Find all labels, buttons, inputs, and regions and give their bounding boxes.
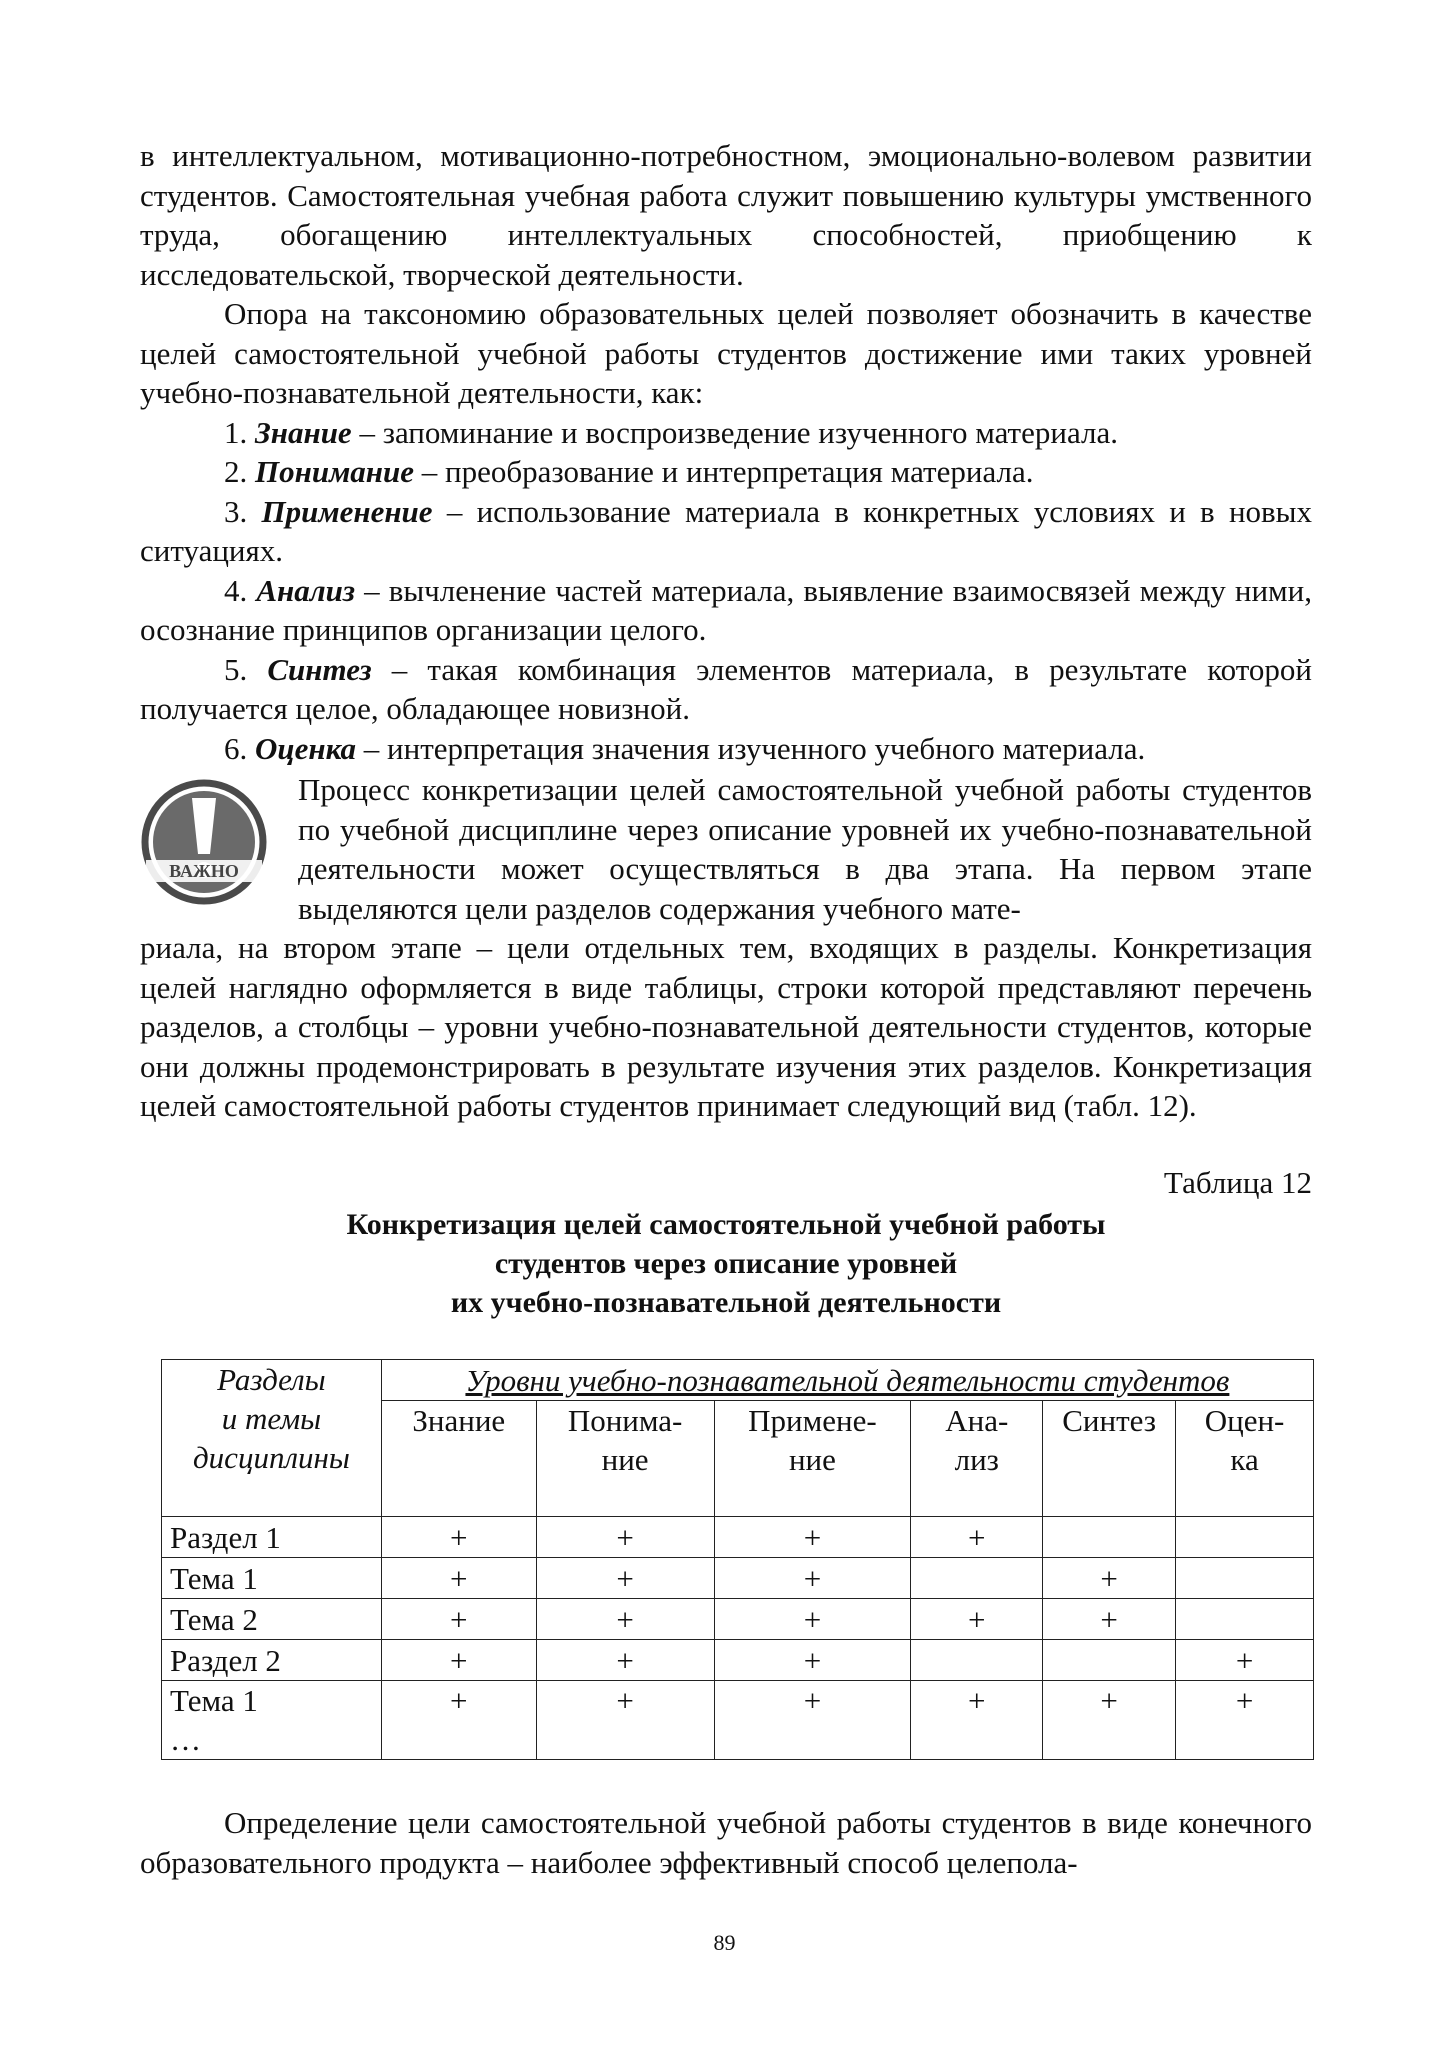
level-mark-cell [1176,1558,1314,1599]
level-term: Понимание [255,454,415,489]
table-row [162,1681,1314,1760]
header-levels-group: Уровни учебно-познавательной деятельности студентов [381,1360,1313,1401]
level-mark-cell: + [1043,1681,1176,1760]
level-description: – вычленение частей материала, выявление взаимосвязей между ними, осознание принципов организации целого. [140,572,1312,647]
header-level-column: Синтез [1043,1401,1176,1517]
level-mark-cell: + [911,1599,1043,1640]
level-description: – такая комбинация элементов материала, в результате которой получается целое, обладающее новизной. [140,651,1313,726]
table-row [162,1517,1314,1558]
header-level-column: Знание [381,1401,536,1517]
level-mark-cell [911,1640,1043,1681]
level-mark-cell [1043,1517,1176,1558]
levels-list [140,413,1312,769]
level-term: Знание [255,414,352,450]
table-title-line: студентов через описание уровней [494,1247,958,1280]
row-label: Тема 1 … [162,1681,382,1760]
level-term: Применение [261,493,433,529]
level-mark-cell: + [381,1558,536,1599]
level-term: Оценка [255,730,357,766]
level-mark-cell: + [536,1599,714,1640]
level-number: 3. [224,493,248,529]
level-mark-cell: + [1176,1681,1314,1760]
level-description: – интерпретация значения изученного учебного материала. [363,730,1146,766]
important-icon [140,778,268,906]
row-label: Раздел 1 [162,1517,382,1558]
level-mark-cell: + [714,1517,911,1558]
level-mark-cell [911,1558,1043,1599]
paragraph-development: в интеллектуальном, мотивационно-потребностном, эмоционально-волевом развитии студентов. Самостоятельная учебная работа служит повышению культуры умственного труда, обогащению интеллектуальных способностей, приобщению к исследовательской, творческой деятельности. [140,138,1312,292]
text-block-process [140,928,1312,1126]
table-title-line: их учебно-познавательной деятельности [450,1286,1002,1319]
paragraph-process-rest: риала, на втором этапе – цели отдельных тем, входящих в разделы. Конкретизация целей наглядно оформляется в виде таблицы, строки которой представляют перечень разделов, а столбцы – уровни учебно-познавательной деятельности студентов, которые они должны продемонстрировать в результате изучения этих разделов. Конкретизация целей самостоятельной работы студентов принимает следующий вид (табл. 12). [140,930,1312,1123]
paragraph-goal-definition: Определение цели самостоятельной учебной работы студентов в виде конечного образовательного продукта – наиболее эффективный способ целепола- [140,1805,1312,1880]
header-level-column: Примене- ние [714,1401,911,1517]
level-number: 5. [224,651,248,687]
level-item [140,729,1312,769]
level-item [140,413,1312,453]
table-row [162,1599,1314,1640]
table-title-line: Конкретизация целей самостоятельной учебной работы [346,1208,1106,1241]
level-number: 2. [224,454,248,489]
row-label: Раздел 2 [162,1640,382,1681]
level-item [140,650,1312,729]
level-mark-cell: + [536,1681,714,1760]
table-caption: Таблица 12 [1163,1165,1312,1200]
level-mark-cell: + [1043,1558,1176,1599]
level-item [140,452,1312,492]
level-number: 4. [224,572,248,608]
level-description: – запоминание и воспроизведение изученного материала. [359,414,1118,450]
level-number: 6. [224,730,248,766]
header-level-column: Ана- лиз [911,1401,1043,1517]
goals-table [161,1359,1314,1760]
level-mark-cell: + [714,1599,911,1640]
level-mark-cell: + [536,1640,714,1681]
header-level-column: Понима- ние [536,1401,714,1517]
level-mark-cell: + [381,1517,536,1558]
row-label: Тема 2 [162,1599,382,1640]
level-mark-cell: + [911,1517,1043,1558]
page-number: 89 [713,1930,736,1955]
row-label: Тема 1 [162,1558,382,1599]
table-row [162,1558,1314,1599]
header-sections-topics: Разделы и темы дисциплины [162,1360,382,1517]
level-mark-cell: + [381,1640,536,1681]
text-block-bottom [140,1803,1312,1882]
paragraph-taxonomy-intro: Опора на таксономию образовательных целей позволяет обозначить в качестве целей самостоятельной учебной работы студентов достижение ими таких уровней учебно-познавательной деятельности, как: [140,296,1312,410]
level-mark-cell [1043,1640,1176,1681]
header-level-column: Оцен- ка [1176,1401,1314,1517]
level-mark-cell: + [911,1681,1043,1760]
level-mark-cell: + [536,1558,714,1599]
level-item [140,492,1312,571]
paragraph-process-first: Процесс конкретизации целей самостоятельной учебной работы студентов по учебной дисциплине через описание уровней их учебно-познавательной деятельности может осуществляться в два этапа. На первом этапе выделяются цели разделов содержания учебного мате- [298,772,1312,926]
level-mark-cell: + [381,1681,536,1760]
important-badge-label: ВАЖНО [169,861,239,881]
level-mark-cell: + [714,1558,911,1599]
level-mark-cell: + [714,1681,911,1760]
table-title [140,1205,1312,1322]
level-number: 1. [224,414,248,450]
level-term: Синтез [267,651,372,687]
level-mark-cell [1176,1599,1314,1640]
level-mark-cell: + [381,1599,536,1640]
table-row [162,1640,1314,1681]
level-item [140,571,1312,650]
text-block-top [140,136,1312,768]
level-description: – использование материала в конкретных условиях и в новых ситуациях. [140,493,1313,568]
level-mark-cell: + [536,1517,714,1558]
level-description: – преобразование и интерпретация материала. [421,454,1034,489]
level-mark-cell: + [1176,1640,1314,1681]
level-mark-cell [1176,1517,1314,1558]
level-term: Анализ [256,572,355,608]
level-mark-cell: + [714,1640,911,1681]
row-ellipsis: … [170,1722,201,1757]
level-mark-cell: + [1043,1599,1176,1640]
